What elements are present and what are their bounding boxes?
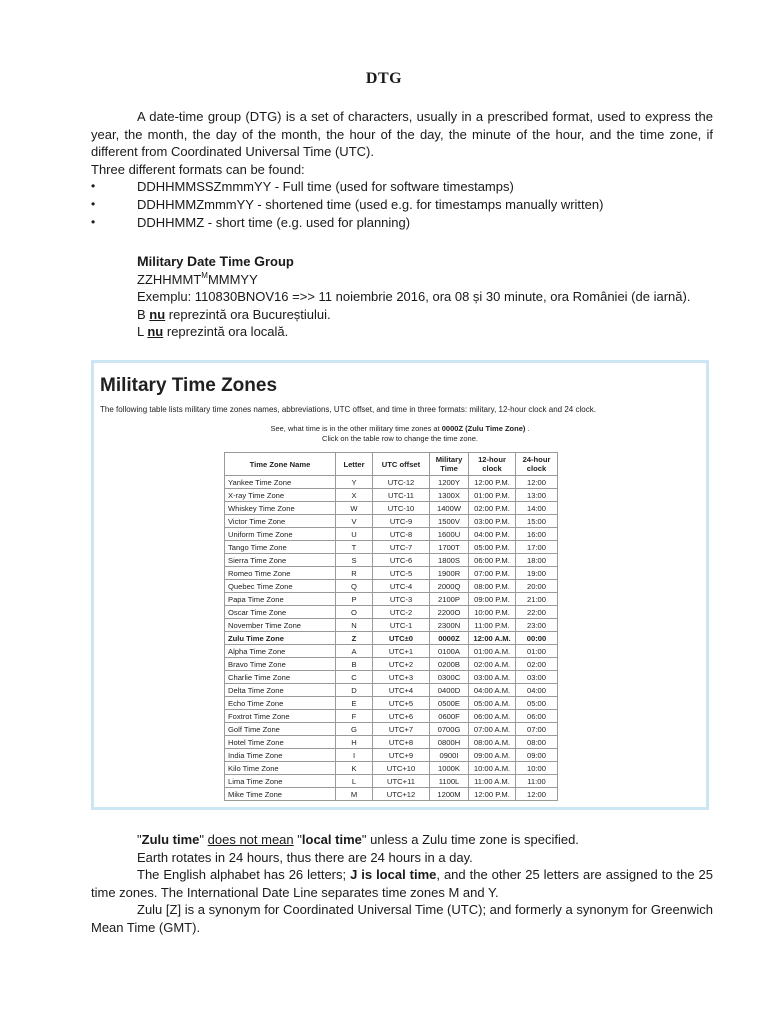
table-row[interactable] [225,723,558,736]
table-row[interactable] [225,606,558,619]
table-cell: 12:00 P.M. [469,788,516,801]
table-cell: Kilo Time Zone [225,762,336,775]
table-cell: 05:00 P.M. [469,541,516,554]
table-cell: 02:00 [516,658,558,671]
table-cell: UTC-9 [373,515,430,528]
table-row[interactable] [225,697,558,710]
table-cell: Golf Time Zone [225,723,336,736]
table-cell: 02:00 P.M. [469,502,516,515]
b-note: B nu reprezintă ora Bucureștiului. [137,306,331,322]
table-cell: 04:00 P.M. [469,528,516,541]
table-cell: 03:00 P.M. [469,515,516,528]
table-row[interactable] [225,541,558,554]
time-zone-table [224,452,558,801]
table-cell: 1500V [430,515,469,528]
military-heading: Military Date Time Group [137,253,294,269]
table-cell: Oscar Time Zone [225,606,336,619]
table-cell: Echo Time Zone [225,697,336,710]
military-format: $ZZHHMMT^MMMMYY$ [137,270,258,287]
table-cell: 12:00 P.M. [469,476,516,489]
list-item: • DDHHMMSSZmmmYY - Full time (used for software timestamps) [91,178,713,196]
table-row[interactable] [225,749,558,762]
table-row[interactable] [225,528,558,541]
table-cell: 22:00 [516,606,558,619]
table-cell: 12:00 [516,788,558,801]
table-cell: Uniform Time Zone [225,528,336,541]
table-cell: UTC-5 [373,567,430,580]
table-cell: 1800S [430,554,469,567]
table-cell: P [336,593,373,606]
table-row[interactable] [225,580,558,593]
table-cell: S [336,554,373,567]
table-cell: 10:00 [516,762,558,775]
table-body [225,476,558,801]
table-cell: 08:00 P.M. [469,580,516,593]
table-cell: 2000Q [430,580,469,593]
table-cell: C [336,671,373,684]
table-cell: W [336,502,373,515]
table-cell: 12:00 A.M. [469,632,516,645]
table-cell: 0900I [430,749,469,762]
table-cell: 1200Y [430,476,469,489]
table-cell: Charlie Time Zone [225,671,336,684]
military-time-zones-figure [91,360,709,810]
table-cell: 14:00 [516,502,558,515]
table-cell: UTC-4 [373,580,430,593]
table-row[interactable] [225,619,558,632]
table-cell: 1300X [430,489,469,502]
table-cell: 11:00 [516,775,558,788]
table-row[interactable] [225,554,558,567]
table-cell: N [336,619,373,632]
notes-section [91,831,713,937]
table-cell: Zulu Time Zone [225,632,336,645]
table-row[interactable] [225,476,558,489]
table-cell: 1700T [430,541,469,554]
table-cell: Mike Time Zone [225,788,336,801]
table-cell: Yankee Time Zone [225,476,336,489]
table-cell: 01:00 P.M. [469,489,516,502]
table-cell: G [336,723,373,736]
list-item: • DDHHMMZ - short time (e.g. used for planning) [91,214,713,232]
note-zulu: "Zulu time" does not mean "local time" unless a Zulu time zone is specified. [137,832,579,847]
table-cell: 1900R [430,567,469,580]
column-header: 24-hour clock [516,453,558,476]
table-cell: Whiskey Time Zone [225,502,336,515]
table-cell: UTC±0 [373,632,430,645]
table-cell: UTC-3 [373,593,430,606]
table-cell: Foxtrot Time Zone [225,710,336,723]
table-cell: Papa Time Zone [225,593,336,606]
table-cell: UTC+11 [373,775,430,788]
table-cell: 00:00 [516,632,558,645]
table-cell: 10:00 A.M. [469,762,516,775]
table-cell: 09:00 A.M. [469,749,516,762]
note-alphabet: The English alphabet has 26 letters; J is local time, and the other 25 letters are assigned to the 25 time zones. The International Date Line separates time zones M and Y. [91,867,714,900]
table-cell: 12:00 [516,476,558,489]
table-cell: 04:00 [516,684,558,697]
table-cell: 05:00 A.M. [469,697,516,710]
note-rotation: Earth rotates in 24 hours, thus there are 24 hours in a day. [137,849,473,865]
table-row[interactable] [225,567,558,580]
table-cell: 06:00 A.M. [469,710,516,723]
table-cell: 09:00 P.M. [469,593,516,606]
table-cell: H [336,736,373,749]
table-cell: R [336,567,373,580]
table-cell: Y [336,476,373,489]
table-cell: UTC+3 [373,671,430,684]
column-header: 12-hour clock [469,453,516,476]
table-cell: 0800H [430,736,469,749]
example-line: Exemplu: 110830BNOV16 =>> 11 noiembrie 2016, ora 08 și 30 minute, ora României (de iarnă). [137,289,691,305]
table-cell: D [336,684,373,697]
table-cell: A [336,645,373,658]
table-cell: UTC+12 [373,788,430,801]
military-section [91,253,713,341]
figure-subtitle: The following table lists military time zones names, abbreviations, UTC offset, and time in three formats: military, 12-hour clock and 24 clock. [100,405,596,414]
table-cell: 0700G [430,723,469,736]
column-header: UTC offset [373,453,430,476]
table-cell: 03:00 [516,671,558,684]
table-cell: UTC+8 [373,736,430,749]
table-cell: 11:00 P.M. [469,619,516,632]
table-cell: UTC+6 [373,710,430,723]
table-cell: 01:00 A.M. [469,645,516,658]
table-cell: I [336,749,373,762]
table-cell: UTC-12 [373,476,430,489]
table-cell: UTC+7 [373,723,430,736]
table-cell: 0400D [430,684,469,697]
table-cell: 0200B [430,658,469,671]
table-cell: UTC-6 [373,554,430,567]
table-row[interactable] [225,762,558,775]
table-cell: 09:00 [516,749,558,762]
table-row[interactable] [225,645,558,658]
table-cell: 1200M [430,788,469,801]
table-cell: 06:00 [516,710,558,723]
formats-line: Three different formats can be found: [91,161,305,177]
table-cell: 02:00 A.M. [469,658,516,671]
table-cell: 11:00 A.M. [469,775,516,788]
table-row[interactable] [225,775,558,788]
table-cell: X-ray Time Zone [225,489,336,502]
table-cell: UTC+2 [373,658,430,671]
table-cell: 23:00 [516,619,558,632]
table-row[interactable] [225,515,558,528]
note-utc: Zulu [Z] is a synonym for Coordinated Universal Time (UTC); and formerly a synonym for Greenwich Mean Time (GMT). [91,902,713,935]
table-cell: 20:00 [516,580,558,593]
column-header: Time Zone Name [225,453,336,476]
table-cell: 19:00 [516,567,558,580]
table-cell: Quebec Time Zone [225,580,336,593]
table-cell: M [336,788,373,801]
table-cell: 0600F [430,710,469,723]
table-cell: 10:00 P.M. [469,606,516,619]
table-cell: Q [336,580,373,593]
table-cell: 2300N [430,619,469,632]
table-row[interactable] [225,788,558,801]
table-cell: Victor Time Zone [225,515,336,528]
table-cell: 04:00 A.M. [469,684,516,697]
table-cell: 1100L [430,775,469,788]
table-cell: UTC+5 [373,697,430,710]
table-cell: Hotel Time Zone [225,736,336,749]
table-cell: UTC-8 [373,528,430,541]
column-header: Letter [336,453,373,476]
intro-section [91,108,713,231]
table-cell: 17:00 [516,541,558,554]
table-row[interactable] [225,736,558,749]
table-cell: 07:00 [516,723,558,736]
table-cell: 06:00 P.M. [469,554,516,567]
table-cell: Tango Time Zone [225,541,336,554]
table-cell: K [336,762,373,775]
table-cell: Delta Time Zone [225,684,336,697]
table-cell: Bravo Time Zone [225,658,336,671]
table-cell: Alpha Time Zone [225,645,336,658]
table-cell: B [336,658,373,671]
table-cell: UTC-2 [373,606,430,619]
table-cell: F [336,710,373,723]
table-cell: 01:00 [516,645,558,658]
table-cell: U [336,528,373,541]
table-cell: 13:00 [516,489,558,502]
table-cell: L [336,775,373,788]
table-cell: 2200O [430,606,469,619]
intro-paragraph: A date-time group (DTG) is a set of characters, usually in a prescribed format, used to express the year, the month, the day of the month, the hour of the day, the minute of the hour, and the time zone, if different from Coordinated Universal Time (UTC). [91,109,713,160]
table-cell: 05:00 [516,697,558,710]
table-cell: 0100A [430,645,469,658]
table-row[interactable] [225,632,558,645]
table-cell: 03:00 A.M. [469,671,516,684]
table-cell: 07:00 A.M. [469,723,516,736]
table-row[interactable] [225,671,558,684]
table-cell: Z [336,632,373,645]
table-cell: UTC+4 [373,684,430,697]
format-list [91,178,713,231]
figure-title: Military Time Zones [100,375,278,396]
page-title: DTG [365,70,403,87]
table-cell: Sierra Time Zone [225,554,336,567]
table-cell: 21:00 [516,593,558,606]
table-cell: UTC-7 [373,541,430,554]
column-header: Military Time [430,453,469,476]
table-cell: UTC-10 [373,502,430,515]
table-cell: 2100P [430,593,469,606]
table-header-row [225,453,558,476]
table-cell: 1600U [430,528,469,541]
table-cell: T [336,541,373,554]
table-cell: UTC+1 [373,645,430,658]
table-cell: Romeo Time Zone [225,567,336,580]
table-row[interactable] [225,684,558,697]
table-row[interactable] [225,593,558,606]
table-cell: UTC-11 [373,489,430,502]
table-cell: 1400W [430,502,469,515]
table-cell: UTC+10 [373,762,430,775]
table-cell: X [336,489,373,502]
table-cell: 0300C [430,671,469,684]
figure-instructions: See, what time is in the other military time zones at 0000Z (Zulu Time Zone) . Click on the table row to change the time zone. [270,424,530,443]
table-cell: 08:00 [516,736,558,749]
table-cell: 0000Z [430,632,469,645]
table-cell: November Time Zone [225,619,336,632]
table-cell: V [336,515,373,528]
table-cell: 07:00 P.M. [469,567,516,580]
table-cell: 15:00 [516,515,558,528]
table-cell: UTC+9 [373,749,430,762]
l-note: L nu reprezintă ora locală. [137,324,289,340]
table-cell: 18:00 [516,554,558,567]
table-row[interactable] [225,658,558,671]
table-cell: E [336,697,373,710]
table-cell: 08:00 A.M. [469,736,516,749]
table-cell: 1000K [430,762,469,775]
table-cell: UTC-1 [373,619,430,632]
table-cell: Lima Time Zone [225,775,336,788]
list-item: • DDHHMMZmmmYY - shortened time (used e.g. for timestamps manually written) [91,196,713,214]
table-row[interactable] [225,710,558,723]
table-cell: India Time Zone [225,749,336,762]
table-cell: O [336,606,373,619]
table-cell: 16:00 [516,528,558,541]
table-cell: 0500E [430,697,469,710]
table-row[interactable] [225,489,558,502]
table-row[interactable] [225,502,558,515]
